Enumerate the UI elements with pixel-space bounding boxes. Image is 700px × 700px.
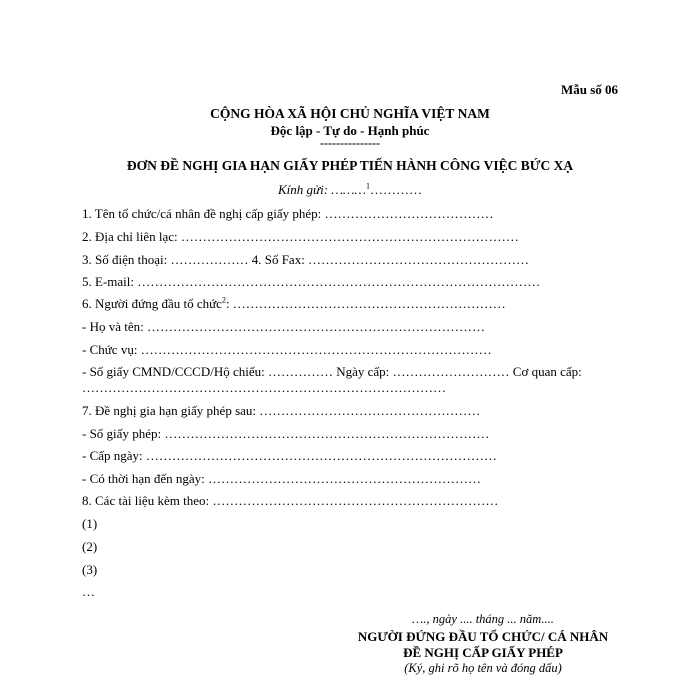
field-license-number: - Số giấy phép: ………………………………………………………………… (82, 426, 490, 441)
field-full-name: - Họ và tên: …………………………………………………………………… (82, 319, 485, 334)
attachment-item-1: (1) (82, 516, 98, 531)
field-license-extension-request: 7. Đề nghị gia hạn giấy phép sau: …………………………………………… (82, 403, 481, 418)
recipient-trail: ………… (370, 182, 422, 197)
field-head-of-organization (82, 296, 506, 312)
field-id-document-continued: ………………………………………………………………………… (82, 380, 446, 395)
head-footnote: 2 (221, 295, 226, 305)
attachment-item-3: (3) (82, 562, 98, 577)
recipient-label: Kính gửi: ……… (278, 182, 366, 197)
field-id-document: - Số giấy CMND/CCCD/Hộ chiếu: …………… Ngày cấp: ……………………… Cơ quan cấp: (82, 364, 582, 379)
head-trail: : ……………………………………………………… (225, 296, 506, 311)
document-title: ĐƠN ĐỀ NGHỊ GIA HẠN GIẤY PHÉP TIẾN HÀNH CÔNG VIỆC BỨC XẠ (126, 158, 574, 173)
attachment-item-2: (2) (82, 539, 98, 554)
national-motto: Độc lập - Tự do - Hạnh phúc (270, 123, 430, 138)
signature-note: (Ký, ghi rõ họ tên và đóng dấu) (404, 661, 562, 675)
recipient-line (0, 182, 700, 198)
form-code: Mẫu số 06 (560, 82, 618, 97)
signature-title-line-2: ĐỀ NGHỊ CẤP GIẤY PHÉP (403, 645, 563, 660)
header-divider: --------------- (320, 136, 380, 150)
national-title: CỘNG HÒA XÃ HỘI CHỦ NGHĨA VIỆT NAM (210, 106, 490, 121)
head-label: 6. Người đứng đầu tổ chức (82, 296, 222, 311)
field-attachments: 8. Các tài liệu kèm theo: ………………………………………………………… (82, 493, 499, 508)
signature-date-line: …., ngày .... tháng ... năm.... (412, 612, 554, 626)
field-position: - Chức vụ: ……………………………………………………………………… (82, 342, 492, 357)
field-valid-until: - Có thời hạn đến ngày: ……………………………………………………… (82, 471, 482, 486)
attachment-item-more: … (82, 584, 95, 599)
field-email: 5. E-mail: ………………………………………………………………………………… (82, 274, 541, 289)
field-contact-address: 2. Địa chỉ liên lạc: …………………………………………………………………… (82, 229, 519, 244)
recipient-footnote: 1 (366, 181, 370, 191)
field-organization-name: 1. Tên tổ chức/cá nhân đề nghị cấp giấy phép: ………………………………… (82, 206, 494, 221)
signature-title-line-1: NGƯỜI ĐỨNG ĐẦU TỔ CHỨC/ CÁ NHÂN (357, 629, 609, 644)
field-phone-fax: 3. Số điện thoại: ……………… 4. Số Fax: …………………………………………… (82, 252, 530, 267)
field-issue-date: - Cấp ngày: ……………………………………………………………………… (82, 448, 497, 463)
